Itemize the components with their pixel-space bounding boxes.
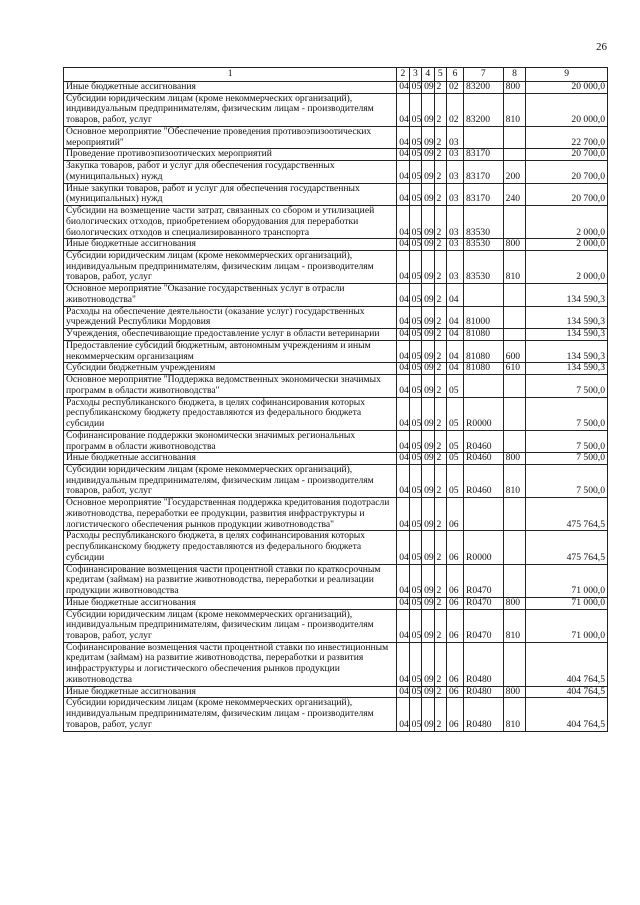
row-event: 06: [447, 531, 464, 564]
row-expense-type: [503, 564, 526, 597]
row-subsection: 05: [409, 397, 421, 430]
row-subsection: 05: [409, 531, 421, 564]
row-name: Иные закупки товаров, работ и услуг для обеспечения государственных (муниципальных) нужд: [64, 183, 397, 205]
row-event: 06: [447, 498, 464, 531]
row-direction: 81080: [464, 363, 504, 375]
row-subprogram: 2: [434, 464, 446, 497]
row-subprogram: 2: [434, 686, 446, 698]
row-event: 03: [447, 161, 464, 183]
row-expense-type: 810: [503, 93, 526, 126]
row-program: 09: [422, 375, 434, 397]
row-name: Иные бюджетные ассигнования: [64, 597, 397, 609]
row-section: 04: [397, 126, 409, 148]
row-section: 04: [397, 149, 409, 161]
row-event: 05: [447, 430, 464, 452]
row-program: 09: [422, 397, 434, 430]
table-row: [64, 206, 608, 239]
row-expense-type: 610: [503, 363, 526, 375]
row-subprogram: 2: [434, 363, 446, 375]
row-program: 09: [422, 564, 434, 597]
table-row: [64, 464, 608, 497]
row-subsection: 05: [409, 498, 421, 531]
row-direction: R0460: [464, 464, 504, 497]
table-row: [64, 340, 608, 362]
row-amount: 20 000,0: [526, 82, 608, 94]
row-amount: 71 000,0: [526, 597, 608, 609]
row-subsection: 05: [409, 126, 421, 148]
row-subsection: 05: [409, 597, 421, 609]
row-section: 04: [397, 82, 409, 94]
row-section: 04: [397, 306, 409, 328]
row-section: 04: [397, 329, 409, 341]
row-expense-type: 810: [503, 251, 526, 284]
table-row: [64, 686, 608, 698]
row-program: 09: [422, 251, 434, 284]
row-subprogram: 2: [434, 531, 446, 564]
row-event: 05: [447, 453, 464, 465]
row-subsection: 05: [409, 464, 421, 497]
table-row: [64, 251, 608, 284]
row-expense-type: 800: [503, 82, 526, 94]
row-subprogram: 2: [434, 306, 446, 328]
row-event: 05: [447, 375, 464, 397]
row-subsection: 05: [409, 93, 421, 126]
row-subprogram: 2: [434, 698, 446, 731]
row-expense-type: 600: [503, 340, 526, 362]
row-direction: 83170: [464, 149, 504, 161]
row-subprogram: 2: [434, 251, 446, 284]
row-program: 09: [422, 183, 434, 205]
row-direction: R0470: [464, 564, 504, 597]
row-subsection: 05: [409, 183, 421, 205]
row-amount: 134 590,3: [526, 363, 608, 375]
row-subprogram: 2: [434, 239, 446, 251]
row-event: 03: [447, 183, 464, 205]
row-program: 09: [422, 430, 434, 452]
row-name: Иные бюджетные ассигнования: [64, 453, 397, 465]
row-section: 04: [397, 597, 409, 609]
row-section: 04: [397, 206, 409, 239]
row-direction: R0480: [464, 698, 504, 731]
row-section: 04: [397, 453, 409, 465]
row-event: 06: [447, 642, 464, 686]
row-subsection: 05: [409, 375, 421, 397]
row-direction: [464, 498, 504, 531]
row-program: 09: [422, 597, 434, 609]
row-subprogram: 2: [434, 340, 446, 362]
row-direction: 83200: [464, 82, 504, 94]
table-row: [64, 609, 608, 642]
row-subsection: 05: [409, 82, 421, 94]
row-amount: 475 764,5: [526, 531, 608, 564]
row-name: Субсидии на возмещение части затрат, связанных со сбором и утилизацией биологических отходов, приобретением оборудования для переработки биологических отходов и специализированного транспорта: [64, 206, 397, 239]
table-row: [64, 642, 608, 686]
row-direction: 83170: [464, 183, 504, 205]
row-subprogram: 2: [434, 93, 446, 126]
row-amount: 20 700,0: [526, 161, 608, 183]
row-program: 09: [422, 206, 434, 239]
row-direction: R0460: [464, 453, 504, 465]
row-event: 06: [447, 609, 464, 642]
row-name: Субсидии бюджетным учреждениям: [64, 363, 397, 375]
row-direction: [464, 375, 504, 397]
row-section: 04: [397, 397, 409, 430]
row-direction: R0480: [464, 686, 504, 698]
row-event: 03: [447, 126, 464, 148]
row-event: 04: [447, 306, 464, 328]
row-subprogram: 2: [434, 206, 446, 239]
row-section: 04: [397, 93, 409, 126]
row-section: 04: [397, 609, 409, 642]
row-direction: R0000: [464, 397, 504, 430]
row-expense-type: [503, 375, 526, 397]
row-event: 03: [447, 239, 464, 251]
row-expense-type: [503, 306, 526, 328]
table-row: [64, 183, 608, 205]
row-direction: 83530: [464, 251, 504, 284]
row-amount: 134 590,3: [526, 329, 608, 341]
row-amount: 2 000,0: [526, 206, 608, 239]
row-expense-type: [503, 430, 526, 452]
row-section: 04: [397, 464, 409, 497]
row-subprogram: 2: [434, 430, 446, 452]
table-row: [64, 363, 608, 375]
budget-table: [63, 67, 608, 732]
row-name: Учреждения, обеспечивающие предоставление услуг в области ветеринарии: [64, 329, 397, 341]
row-amount: 20 000,0: [526, 93, 608, 126]
row-program: 09: [422, 284, 434, 306]
page-number: 26: [596, 41, 607, 53]
row-amount: 404 764,5: [526, 698, 608, 731]
row-direction: [464, 126, 504, 148]
row-subsection: 05: [409, 239, 421, 251]
row-section: 04: [397, 251, 409, 284]
header-cell: 5: [434, 68, 446, 82]
header-cell: 9: [526, 68, 608, 82]
row-subsection: 05: [409, 642, 421, 686]
row-program: 09: [422, 93, 434, 126]
table-row: [64, 498, 608, 531]
row-expense-type: [503, 284, 526, 306]
table-row: [64, 564, 608, 597]
row-expense-type: [503, 329, 526, 341]
header-cell: 4: [422, 68, 434, 82]
header-cell: 2: [397, 68, 409, 82]
row-amount: 20 700,0: [526, 183, 608, 205]
row-name: Закупка товаров, работ и услуг для обеспечения государственных (муниципальных) нужд: [64, 161, 397, 183]
row-direction: 81080: [464, 329, 504, 341]
row-expense-type: [503, 397, 526, 430]
row-subsection: 05: [409, 363, 421, 375]
row-subsection: 05: [409, 251, 421, 284]
row-program: 09: [422, 686, 434, 698]
row-direction: R0460: [464, 430, 504, 452]
row-name: Проведение противоэпизоотических мероприятий: [64, 149, 397, 161]
row-program: 09: [422, 698, 434, 731]
row-program: 09: [422, 642, 434, 686]
row-name: Субсидии юридическим лицам (кроме некоммерческих организаций), индивидуальным предпринимателям, физическим лицам - производителям товаров, работ, услуг: [64, 251, 397, 284]
table-row: [64, 82, 608, 94]
row-expense-type: [503, 642, 526, 686]
table-row: [64, 698, 608, 731]
row-amount: 2 000,0: [526, 239, 608, 251]
row-subprogram: 2: [434, 161, 446, 183]
row-program: 09: [422, 161, 434, 183]
row-program: 09: [422, 126, 434, 148]
row-subsection: 05: [409, 284, 421, 306]
table-row: [64, 161, 608, 183]
row-program: 09: [422, 239, 434, 251]
row-subprogram: 2: [434, 609, 446, 642]
row-subsection: 05: [409, 340, 421, 362]
row-subprogram: 2: [434, 149, 446, 161]
header-row: [64, 68, 608, 82]
row-section: 04: [397, 239, 409, 251]
row-amount: 7 500,0: [526, 453, 608, 465]
table-row: [64, 149, 608, 161]
row-section: 04: [397, 698, 409, 731]
row-subprogram: 2: [434, 375, 446, 397]
row-direction: 81000: [464, 306, 504, 328]
row-section: 04: [397, 375, 409, 397]
row-subsection: 05: [409, 149, 421, 161]
row-event: 03: [447, 149, 464, 161]
row-amount: 7 500,0: [526, 464, 608, 497]
table-row: [64, 306, 608, 328]
row-name: Расходы республиканского бюджета, в целях софинансирования которых республиканскому бюджету предоставляются из федерального бюджета субсидии: [64, 531, 397, 564]
row-section: 04: [397, 183, 409, 205]
row-subprogram: 2: [434, 82, 446, 94]
row-amount: 7 500,0: [526, 430, 608, 452]
row-expense-type: [503, 206, 526, 239]
row-name: Субсидии юридическим лицам (кроме некоммерческих организаций), индивидуальным предпринимателям, физическим лицам - производителям товаров, работ, услуг: [64, 464, 397, 497]
table-row: [64, 375, 608, 397]
row-expense-type: [503, 531, 526, 564]
row-expense-type: 800: [503, 453, 526, 465]
row-subprogram: 2: [434, 183, 446, 205]
row-program: 09: [422, 306, 434, 328]
row-direction: 83530: [464, 239, 504, 251]
row-section: 04: [397, 363, 409, 375]
row-section: 04: [397, 642, 409, 686]
row-subprogram: 2: [434, 642, 446, 686]
row-event: 06: [447, 698, 464, 731]
row-event: 04: [447, 329, 464, 341]
row-name: Основное мероприятие "Оказание государственных услуг в отрасли животноводства": [64, 284, 397, 306]
row-subsection: 05: [409, 329, 421, 341]
row-name: Иные бюджетные ассигнования: [64, 82, 397, 94]
row-event: 02: [447, 93, 464, 126]
row-section: 04: [397, 430, 409, 452]
row-name: Расходы на обеспечение деятельности (оказание услуг) государственных учреждений Республики Мордовия: [64, 306, 397, 328]
row-program: 09: [422, 453, 434, 465]
row-amount: 404 764,5: [526, 686, 608, 698]
row-section: 04: [397, 531, 409, 564]
row-amount: 20 700,0: [526, 149, 608, 161]
row-event: 05: [447, 464, 464, 497]
row-subsection: 05: [409, 686, 421, 698]
row-name: Основное мероприятие "Государственная поддержка кредитования подотрасли животноводства, переработки ее продукции, развития инфраструктуры и логистического обеспечения рынков продукции животноводства": [64, 498, 397, 531]
row-subsection: 05: [409, 564, 421, 597]
row-name: Основное мероприятие "Обеспечение проведения противоэпизоотических мероприятий": [64, 126, 397, 148]
row-subprogram: 2: [434, 564, 446, 597]
row-amount: 2 000,0: [526, 251, 608, 284]
row-direction: 81080: [464, 340, 504, 362]
row-amount: 134 590,3: [526, 340, 608, 362]
row-expense-type: 800: [503, 239, 526, 251]
row-name: Софинансирование возмещения части процентной ставки по инвестиционным кредитам (займам) на развитие животноводства, переработки и развития инфраструктуры и логистического обеспечения рынков продукции животноводства: [64, 642, 397, 686]
header-cell: 7: [464, 68, 504, 82]
row-direction: 83170: [464, 161, 504, 183]
row-direction: 83200: [464, 93, 504, 126]
row-section: 04: [397, 564, 409, 597]
row-subsection: 05: [409, 453, 421, 465]
row-expense-type: [503, 126, 526, 148]
header-cell: 3: [409, 68, 421, 82]
row-subsection: 05: [409, 698, 421, 731]
row-event: 04: [447, 340, 464, 362]
row-subsection: 05: [409, 430, 421, 452]
row-name: Иные бюджетные ассигнования: [64, 239, 397, 251]
row-event: 06: [447, 564, 464, 597]
row-amount: 7 500,0: [526, 397, 608, 430]
table-row: [64, 430, 608, 452]
row-subprogram: 2: [434, 397, 446, 430]
row-section: 04: [397, 284, 409, 306]
header-cell: 8: [503, 68, 526, 82]
row-subsection: 05: [409, 161, 421, 183]
table-row: [64, 126, 608, 148]
row-subprogram: 2: [434, 126, 446, 148]
table-row: [64, 329, 608, 341]
row-event: 05: [447, 397, 464, 430]
row-name: Софинансирование поддержки экономически значимых региональных программ в области животноводства: [64, 430, 397, 452]
row-direction: R0470: [464, 609, 504, 642]
row-expense-type: 810: [503, 464, 526, 497]
row-event: 06: [447, 597, 464, 609]
table-row: [64, 597, 608, 609]
row-expense-type: [503, 498, 526, 531]
row-amount: 404 764,5: [526, 642, 608, 686]
row-program: 09: [422, 609, 434, 642]
table-row: [64, 397, 608, 430]
row-expense-type: 200: [503, 161, 526, 183]
row-name: Субсидии юридическим лицам (кроме некоммерческих организаций), индивидуальным предпринимателям, физическим лицам - производителям товаров, работ, услуг: [64, 698, 397, 731]
row-section: 04: [397, 161, 409, 183]
row-event: 04: [447, 284, 464, 306]
row-section: 04: [397, 340, 409, 362]
row-subsection: 05: [409, 206, 421, 239]
row-expense-type: 240: [503, 183, 526, 205]
row-program: 09: [422, 340, 434, 362]
row-subprogram: 2: [434, 498, 446, 531]
row-section: 04: [397, 686, 409, 698]
row-program: 09: [422, 531, 434, 564]
row-name: Субсидии юридическим лицам (кроме некоммерческих организаций), индивидуальным предпринимателям, физическим лицам - производителям товаров, работ, услуг: [64, 93, 397, 126]
row-amount: 71 000,0: [526, 564, 608, 597]
row-program: 09: [422, 363, 434, 375]
row-name: Расходы республиканского бюджета, в целях софинансирования которых республиканскому бюджету предоставляются из федерального бюджета субсидии: [64, 397, 397, 430]
table-row: [64, 453, 608, 465]
row-amount: 7 500,0: [526, 375, 608, 397]
row-direction: 83530: [464, 206, 504, 239]
row-amount: 71 000,0: [526, 609, 608, 642]
row-amount: 475 764,5: [526, 498, 608, 531]
row-name: Субсидии юридическим лицам (кроме некоммерческих организаций), индивидуальным предпринимателям, физическим лицам - производителям товаров, работ, услуг: [64, 609, 397, 642]
row-direction: [464, 284, 504, 306]
row-expense-type: 810: [503, 609, 526, 642]
table-body: [64, 82, 608, 732]
row-program: 09: [422, 498, 434, 531]
row-direction: R0470: [464, 597, 504, 609]
table-row: [64, 239, 608, 251]
row-program: 09: [422, 82, 434, 94]
row-expense-type: [503, 149, 526, 161]
table-row: [64, 531, 608, 564]
row-expense-type: 800: [503, 686, 526, 698]
row-event: 03: [447, 206, 464, 239]
header-cell: 1: [64, 68, 397, 82]
row-section: 04: [397, 498, 409, 531]
row-event: 04: [447, 363, 464, 375]
row-name: Предоставление субсидий бюджетным, автономным учреждениям и иным некоммерческим организациям: [64, 340, 397, 362]
row-name: Основное мероприятие "Поддержка ведомственных экономически значимых программ в области животноводства": [64, 375, 397, 397]
row-direction: R0480: [464, 642, 504, 686]
row-event: 02: [447, 82, 464, 94]
row-amount: 22 700,0: [526, 126, 608, 148]
row-amount: 134 590,3: [526, 306, 608, 328]
row-amount: 134 590,3: [526, 284, 608, 306]
row-expense-type: 800: [503, 597, 526, 609]
row-event: 03: [447, 251, 464, 284]
row-direction: R0000: [464, 531, 504, 564]
row-subprogram: 2: [434, 329, 446, 341]
row-subprogram: 2: [434, 597, 446, 609]
table-row: [64, 93, 608, 126]
row-expense-type: 810: [503, 698, 526, 731]
row-program: 09: [422, 464, 434, 497]
row-subsection: 05: [409, 306, 421, 328]
row-subprogram: 2: [434, 284, 446, 306]
row-program: 09: [422, 149, 434, 161]
row-subprogram: 2: [434, 453, 446, 465]
row-name: Иные бюджетные ассигнования: [64, 686, 397, 698]
row-program: 09: [422, 329, 434, 341]
table-row: [64, 284, 608, 306]
row-event: 06: [447, 686, 464, 698]
row-subsection: 05: [409, 609, 421, 642]
header-cell: 6: [447, 68, 464, 82]
row-name: Софинансирование возмещения части процентной ставки по краткосрочным кредитам (займам) на развитие животноводства, переработки и реализации продукции животноводства: [64, 564, 397, 597]
